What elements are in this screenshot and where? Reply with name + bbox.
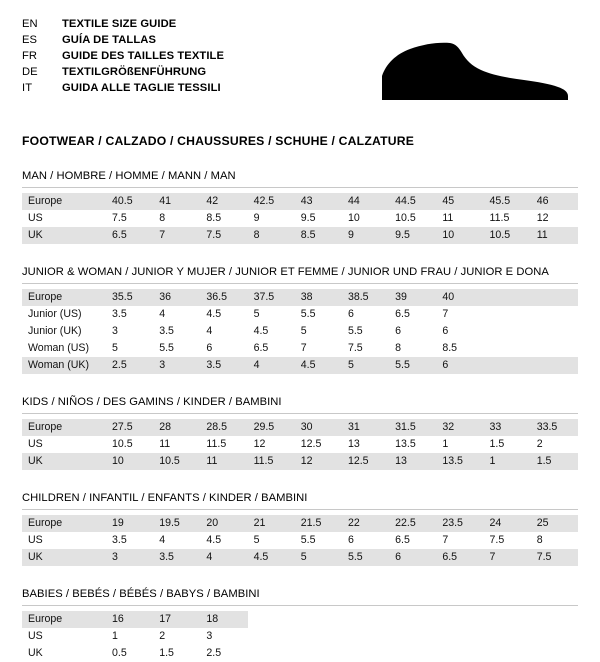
cell <box>389 628 436 645</box>
row-label: Europe <box>22 515 106 532</box>
row-label: US <box>28 212 43 224</box>
cell: 7 <box>442 308 449 320</box>
cell: 6.5 <box>106 227 153 244</box>
cell: 29.5 <box>248 419 295 436</box>
cell: 2.5 <box>206 647 222 659</box>
cell <box>389 645 436 662</box>
cell: 3.5 <box>112 308 127 320</box>
cell: 6.5 <box>436 549 483 566</box>
language-code: IT <box>22 82 33 94</box>
cell <box>531 340 578 357</box>
cell: 8.5 <box>206 212 222 224</box>
cell: 27.5 <box>106 419 153 436</box>
cell: 25 <box>531 515 578 532</box>
cell: 17 <box>153 611 200 628</box>
dress-shoe-icon <box>380 40 570 110</box>
size-table <box>22 193 578 244</box>
language-code: EN <box>22 18 38 30</box>
row-label: US <box>28 630 43 642</box>
header <box>22 18 578 118</box>
cell: 9.5 <box>389 227 436 244</box>
cell <box>531 628 578 645</box>
cell: 5.5 <box>347 325 363 337</box>
language-code: DE <box>22 66 38 78</box>
cell: 6.5 <box>395 534 410 546</box>
size-table <box>22 515 578 566</box>
cell: 18 <box>200 611 247 628</box>
table-row <box>22 419 578 436</box>
cell: 5.5 <box>389 357 436 374</box>
cell: 21.5 <box>295 515 342 532</box>
cell: 3 <box>112 325 118 337</box>
size-table <box>22 611 578 662</box>
cell: 20 <box>200 515 247 532</box>
cell: 44 <box>342 193 389 210</box>
cell: 11.5 <box>248 453 295 470</box>
cell: 1.5 <box>531 453 578 470</box>
divider <box>22 509 578 510</box>
cell <box>248 628 295 645</box>
size-table <box>22 289 578 374</box>
cell: 9 <box>342 227 389 244</box>
language-row <box>22 82 224 98</box>
group-title: JUNIOR & WOMAN / JUNIOR Y MUJER / JUNIOR ET FEMME / JUNIOR UND FRAU / JUNIOR E DONA <box>22 266 549 278</box>
size-group-kids <box>22 396 578 470</box>
cell: 8 <box>159 212 166 224</box>
cell: 45.5 <box>484 193 531 210</box>
cell: 30 <box>295 419 342 436</box>
cell: 5 <box>300 325 307 337</box>
cell <box>248 645 295 662</box>
cell: 42 <box>200 193 247 210</box>
cell <box>531 611 578 628</box>
cell <box>342 628 389 645</box>
table-row <box>22 357 578 374</box>
cell: 3.5 <box>159 325 174 337</box>
cell: 12 <box>253 438 266 450</box>
cell: 4.5 <box>295 357 342 374</box>
row-label: UK <box>22 227 106 244</box>
cell: 2.5 <box>106 357 153 374</box>
cell <box>342 645 389 662</box>
cell: 5 <box>342 357 389 374</box>
cell: 6 <box>395 325 402 337</box>
cell: 13 <box>389 453 436 470</box>
cell: 33 <box>484 419 531 436</box>
table-row <box>22 453 578 470</box>
row-label: Europe <box>22 611 106 628</box>
cell <box>389 611 436 628</box>
cell: 19.5 <box>153 515 200 532</box>
cell: 8 <box>248 227 295 244</box>
cell: 3 <box>153 357 200 374</box>
cell: 11 <box>531 227 578 244</box>
cell <box>484 628 531 645</box>
divider <box>22 187 578 188</box>
size-table <box>22 419 578 470</box>
cell: 11.5 <box>206 438 227 450</box>
cell: 8.5 <box>295 227 342 244</box>
cell: 13.5 <box>436 453 483 470</box>
cell: 5 <box>295 549 342 566</box>
cell <box>436 628 483 645</box>
table-row <box>22 549 578 566</box>
cell: 6 <box>442 325 449 337</box>
cell: 10 <box>106 453 153 470</box>
cell: 7.5 <box>531 549 578 566</box>
table-row <box>22 227 578 244</box>
language-title: GUIDE DES TAILLES TEXTILE <box>62 50 225 62</box>
cell <box>531 323 578 340</box>
cell: 46 <box>531 193 578 210</box>
cell: 28 <box>153 419 200 436</box>
row-label: Junior (UK) <box>28 325 82 337</box>
cell: 8 <box>536 534 543 546</box>
table-row <box>22 306 578 323</box>
cell: 12 <box>295 453 342 470</box>
category-title: FOOTWEAR / CALZADO / CHAUSSURES / SCHUHE / CALZATURE <box>22 134 415 148</box>
cell: 4 <box>200 549 247 566</box>
cell: 2 <box>536 438 543 450</box>
language-code: ES <box>22 34 38 46</box>
cell: 4.5 <box>253 325 269 337</box>
row-label: Woman (US) <box>28 342 90 354</box>
cell: 10 <box>347 212 360 224</box>
cell: 32 <box>436 419 483 436</box>
language-row <box>22 18 224 34</box>
cell: 4.5 <box>206 534 222 546</box>
cell: 10 <box>436 227 483 244</box>
cell: 7 <box>442 534 449 546</box>
cell: 8 <box>395 342 402 354</box>
cell: 12 <box>536 212 549 224</box>
cell <box>295 645 342 662</box>
group-title: CHILDREN / INFANTIL / ENFANTS / KINDER / BAMBINI <box>22 492 308 504</box>
cell: 4 <box>206 325 213 337</box>
cell: 7.5 <box>347 342 363 354</box>
cell: 10.5 <box>153 453 200 470</box>
group-title: KIDS / NIÑOS / DES GAMINS / KINDER / BAMBINI <box>22 396 282 408</box>
cell: 5 <box>253 308 260 320</box>
cell <box>484 611 531 628</box>
row-label: Europe <box>22 289 106 306</box>
cell: 1 <box>112 630 118 642</box>
cell: 36 <box>153 289 200 306</box>
cell: 33.5 <box>531 419 578 436</box>
language-row <box>22 34 224 50</box>
cell <box>531 357 578 374</box>
cell: 16 <box>106 611 153 628</box>
row-label: US <box>28 534 43 546</box>
cell: 11 <box>442 212 454 224</box>
row-label: UK <box>22 549 106 566</box>
cell: 36.5 <box>200 289 247 306</box>
cell: 35.5 <box>106 289 153 306</box>
cell: 9.5 <box>300 212 316 224</box>
group-title: BABIES / BEBÉS / BÉBÉS / BABYS / BAMBINI <box>22 588 260 600</box>
cell: 22 <box>342 515 389 532</box>
cell: 3.5 <box>200 357 247 374</box>
table-row <box>22 645 578 662</box>
cell: 7 <box>300 342 307 354</box>
row-label: UK <box>22 453 106 470</box>
cell <box>295 628 342 645</box>
cell: 23.5 <box>436 515 483 532</box>
cell: 1.5 <box>159 647 174 659</box>
cell: 1 <box>484 453 531 470</box>
row-label: Woman (UK) <box>22 357 106 374</box>
size-group-babies <box>22 588 578 662</box>
cell: 6 <box>347 308 354 320</box>
cell: 10.5 <box>395 212 416 224</box>
cell: 4 <box>159 308 166 320</box>
cell: 0.5 <box>112 647 127 659</box>
cell: 43 <box>295 193 342 210</box>
table-row <box>22 611 578 628</box>
cell: 7.5 <box>489 534 505 546</box>
cell: 11 <box>159 438 171 450</box>
cell: 4.5 <box>206 308 222 320</box>
cell <box>248 611 295 628</box>
cell: 6 <box>347 534 354 546</box>
row-label: Junior (US) <box>28 308 82 320</box>
table-row <box>22 323 578 340</box>
cell: 6.5 <box>253 342 269 354</box>
cell: 3 <box>106 549 153 566</box>
cell: 7.5 <box>112 212 127 224</box>
cell: 1 <box>442 438 449 450</box>
cell: 11.5 <box>489 212 510 224</box>
cell: 4 <box>248 357 295 374</box>
size-group-man <box>22 170 578 244</box>
cell: 2 <box>159 630 166 642</box>
cell <box>484 340 531 357</box>
cell: 3.5 <box>112 534 127 546</box>
cell: 4.5 <box>248 549 295 566</box>
table-row <box>22 532 578 549</box>
cell: 39 <box>389 289 436 306</box>
language-title: TEXTILGRÖßENFÜHRUNG <box>62 66 207 78</box>
cell: 12.5 <box>300 438 322 450</box>
size-group-children <box>22 492 578 566</box>
divider <box>22 413 578 414</box>
cell: 5 <box>112 342 118 354</box>
cell <box>484 357 531 374</box>
cell <box>436 645 483 662</box>
divider <box>22 283 578 284</box>
cell: 22.5 <box>389 515 436 532</box>
cell: 7.5 <box>200 227 247 244</box>
table-row <box>22 210 578 227</box>
cell: 10.5 <box>112 438 133 450</box>
language-title: TEXTILE SIZE GUIDE <box>62 18 177 30</box>
cell: 5 <box>253 534 260 546</box>
language-title: GUIDA ALLE TAGLIE TESSILI <box>62 82 221 94</box>
table-row <box>22 628 578 645</box>
cell: 38.5 <box>342 289 389 306</box>
divider <box>22 605 578 606</box>
cell: 24 <box>484 515 531 532</box>
size-group-junior-woman <box>22 266 578 374</box>
cell: 8.5 <box>442 342 458 354</box>
cell: 7 <box>153 227 200 244</box>
language-title-list <box>22 18 224 98</box>
cell: 3 <box>206 630 213 642</box>
row-label: Europe <box>22 419 106 436</box>
cell: 31.5 <box>389 419 436 436</box>
cell: 6 <box>436 357 483 374</box>
cell: 40.5 <box>106 193 153 210</box>
cell: 44.5 <box>389 193 436 210</box>
cell: 4 <box>159 534 166 546</box>
cell: 13 <box>347 438 360 450</box>
cell: 3.5 <box>153 549 200 566</box>
cell <box>484 289 531 306</box>
cell: 31 <box>342 419 389 436</box>
cell: 10.5 <box>484 227 531 244</box>
language-title: GUÍA DE TALLAS <box>62 34 157 46</box>
cell: 38 <box>295 289 342 306</box>
cell: 6.5 <box>395 308 410 320</box>
cell <box>295 611 342 628</box>
cell: 28.5 <box>200 419 247 436</box>
cell <box>531 645 578 662</box>
cell: 1.5 <box>489 438 505 450</box>
cell <box>484 306 531 323</box>
row-label: US <box>28 438 43 450</box>
cell: 21 <box>248 515 295 532</box>
table-row <box>22 515 578 532</box>
cell: 19 <box>106 515 153 532</box>
cell: 41 <box>153 193 200 210</box>
cell: 9 <box>253 212 260 224</box>
cell: 5.5 <box>342 549 389 566</box>
cell <box>484 645 531 662</box>
language-code: FR <box>22 50 38 62</box>
cell <box>342 611 389 628</box>
row-label: Europe <box>22 193 106 210</box>
cell: 5.5 <box>159 342 174 354</box>
cell: 6 <box>206 342 213 354</box>
cell: 6 <box>389 549 436 566</box>
cell: 12.5 <box>342 453 389 470</box>
cell: 7 <box>484 549 531 566</box>
cell: 5.5 <box>300 534 316 546</box>
cell <box>484 323 531 340</box>
table-row <box>22 436 578 453</box>
cell: 5.5 <box>300 308 316 320</box>
table-row <box>22 340 578 357</box>
language-row <box>22 66 224 82</box>
cell: 11 <box>200 453 247 470</box>
row-label: UK <box>28 647 43 659</box>
cell <box>531 306 578 323</box>
table-row <box>22 193 578 210</box>
cell: 13.5 <box>395 438 416 450</box>
cell <box>531 289 578 306</box>
cell: 42.5 <box>248 193 295 210</box>
language-row <box>22 50 224 66</box>
table-row <box>22 289 578 306</box>
cell <box>436 611 483 628</box>
group-title: MAN / HOMBRE / HOMME / MANN / MAN <box>22 170 236 182</box>
cell: 40 <box>436 289 483 306</box>
cell: 45 <box>436 193 483 210</box>
cell: 37.5 <box>248 289 295 306</box>
